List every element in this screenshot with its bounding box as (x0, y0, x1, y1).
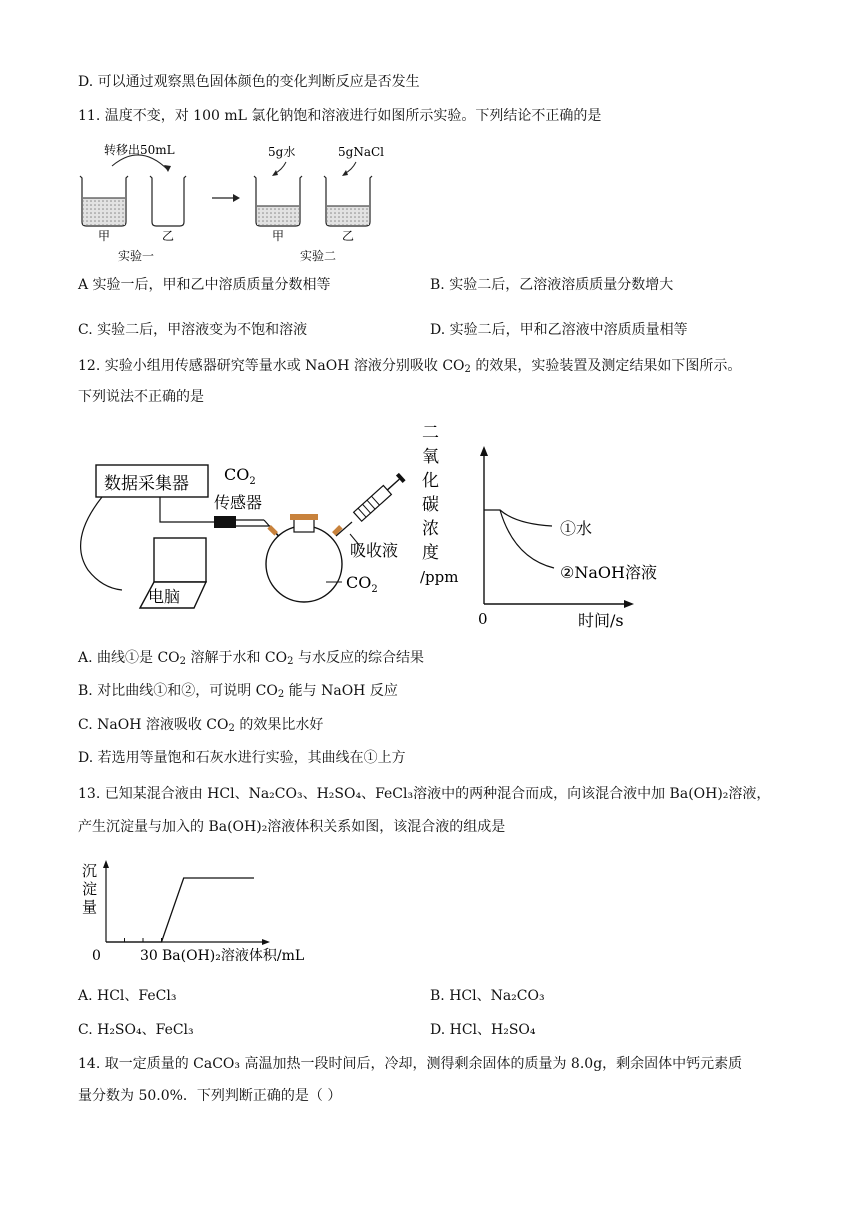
svg-text:化: 化 (422, 471, 439, 491)
q12-chart (420, 420, 700, 632)
curve2-label: ②NaOH溶液 (560, 563, 657, 582)
q10-option-d: D. 可以通过观察黑色固体颜色的变化判断反应是否发生 (78, 74, 420, 90)
absorb-label: 吸收液 (350, 541, 399, 560)
q12-ylabel (420, 423, 458, 586)
co2-label: $CO_2$ (224, 465, 256, 487)
beaker-yi-exp2 (324, 176, 372, 226)
q11-stem: 11. 温度不变，对 100 mL 氯化钠饱和溶液进行如图所示实验。下列结论不正确的是 (78, 108, 602, 124)
q11-option-c: C. 实验二后，甲溶液变为不饱和溶液 (78, 322, 308, 338)
beaker-jia-exp2 (254, 176, 302, 226)
syringe (336, 472, 406, 536)
q11-option-b: B. 实验二后，乙溶液溶质质量分数增大 (430, 277, 674, 293)
yi-label-1: 乙 (162, 229, 175, 243)
svg-text:氧: 氧 (422, 447, 439, 467)
q12-apparatus (74, 460, 414, 620)
q11-figure (70, 136, 410, 266)
computer-label: 电脑 (148, 587, 181, 606)
beaker-yi-exp1 (150, 176, 186, 226)
q13-line-series (106, 878, 254, 942)
q12-option-b: B. 对比曲线①和②，可说明 $CO_2$ 能与 NaOH 反应 (78, 683, 398, 700)
q12-origin: 0 (478, 610, 488, 628)
q13-ylabel (82, 862, 97, 916)
computer (140, 538, 206, 608)
q13-xlabel: Ba(OH)₂溶液体积/mL (162, 948, 305, 964)
q13-option-d: D. HCl、H₂SO₄ (430, 1022, 536, 1038)
q12-stem-line1: 12. 实验小组用传感器研究等量水或 NaOH 溶液分别吸收 $CO_2$ 的效果，实验装置及测定结果如下图所示。 (78, 358, 742, 375)
q13-option-c: C. H₂SO₄、FeCl₃ (78, 1022, 194, 1038)
svg-text:度: 度 (422, 543, 439, 563)
svg-text:碳: 碳 (422, 495, 439, 515)
q12-xlabel: 时间/s (578, 611, 624, 630)
q13-stem-line1: 13. 已知某混合液由 HCl、Na₂CO₃、H₂SO₄、FeCl₃溶液中的两种混合而成，向该混合液中加 Ba(OH)₂溶液， (78, 786, 771, 802)
q13-stem-line2: 产生沉淀量与加入的 Ba(OH)₂溶液体积关系如图，该混合液的组成是 (78, 819, 506, 835)
q13-chart (76, 852, 336, 972)
transfer-arrow (112, 155, 168, 170)
q13-ylabel-3: 量 (82, 898, 98, 916)
curve1-label: ①水 (560, 519, 593, 538)
water-label: 5g水 (268, 145, 296, 159)
q13-option-b: B. HCl、Na₂CO₃ (430, 988, 545, 1004)
exp1-label: 实验一 (118, 249, 155, 263)
curve-water (484, 510, 552, 526)
curve-naoh (500, 510, 554, 568)
jia-label-1: 甲 (98, 229, 111, 243)
q13-option-a: A. HCl、FeCl₃ (78, 988, 177, 1004)
q12-option-a: A. 曲线①是 $CO_2$ 溶解于水和 $CO_2$ 与水反应的综合结果 (78, 650, 424, 667)
jia-label-2: 甲 (272, 229, 285, 243)
q13-ylabel-1: 沉 (82, 862, 98, 880)
flask-co2-label: $CO_2$ (346, 573, 378, 595)
sensor-label: 传感器 (214, 493, 263, 512)
q11-option-d: D. 实验二后，甲和乙溶液中溶质质量相等 (430, 322, 688, 338)
svg-text:二: 二 (422, 423, 439, 443)
flask (266, 526, 342, 602)
svg-text:/ppm: /ppm (420, 568, 459, 586)
q12-stem-line2: 下列说法不正确的是 (78, 389, 204, 405)
q13-ylabel-2: 淀 (82, 880, 98, 898)
q12-option-c: C. NaOH 溶液吸收 $CO_2$ 的效果比水好 (78, 717, 324, 734)
transfer-label: 转移出50mL (104, 143, 175, 157)
q12-option-d: D. 若选用等量饱和石灰水进行实验，其曲线在①上方 (78, 750, 406, 766)
q13-origin: 0 (92, 948, 101, 964)
svg-text:浓: 浓 (422, 519, 439, 539)
nacl-label: 5gNaCl (338, 145, 384, 159)
co2-sensor (214, 516, 236, 528)
q14-stem-line1: 14. 取一定质量的 CaCO₃ 高温加热一段时间后，冷却，测得剩余固体的质量为 8.0g，剩余固体中钙元素质 (78, 1056, 743, 1072)
q11-option-a: A 实验一后，甲和乙中溶质质量分数相等 (78, 277, 331, 293)
exp2-label: 实验二 (300, 249, 337, 263)
q14-stem-line2: 量分数为 50.0%．下列判断正确的是（ ） (78, 1088, 342, 1104)
collector-label: 数据采集器 (104, 474, 189, 494)
beaker-jia-exp1 (80, 176, 128, 226)
q13-tick-30: 30 (140, 948, 158, 964)
yi-label-2: 乙 (342, 229, 355, 243)
